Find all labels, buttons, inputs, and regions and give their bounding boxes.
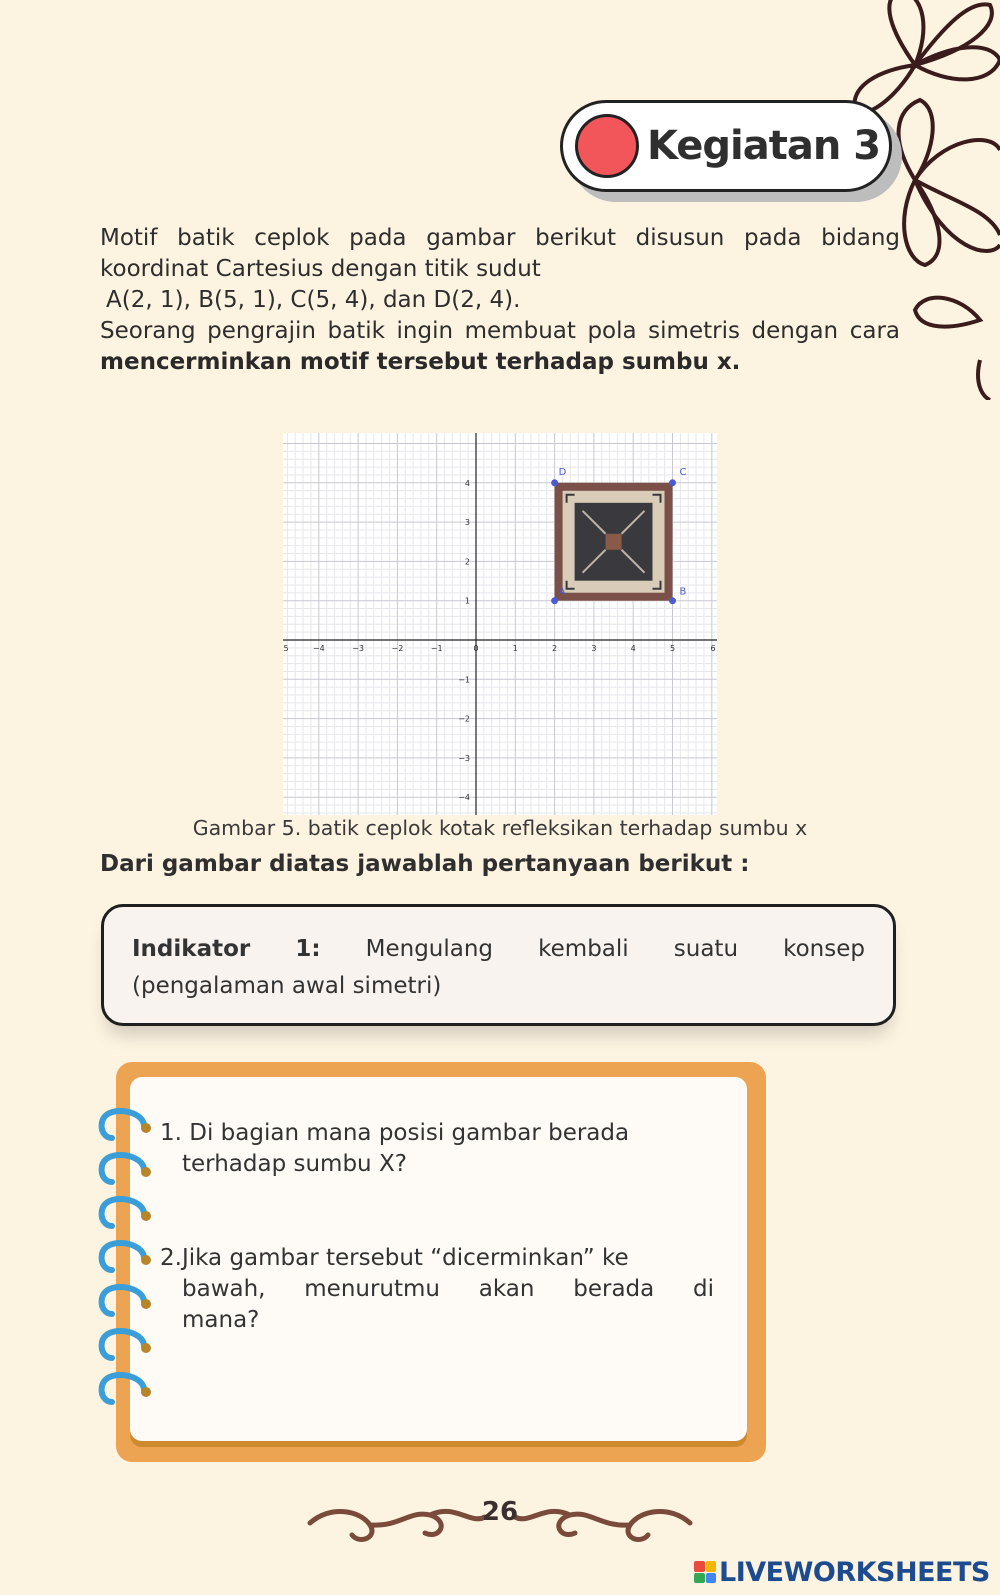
- figure-caption: Gambar 5. batik ceplok kotak refleksikan terhadap sumbu x: [192, 816, 808, 840]
- x-tick-label: 5: [669, 644, 676, 653]
- indicator-label: Indikator: [132, 936, 251, 962]
- liveworksheets-brand: LIVEWORKSHEETS: [719, 1556, 990, 1588]
- question-2-line-1: 2.Jika gambar tersebut “dicerminkan” ke: [160, 1245, 629, 1271]
- vertex-label: D: [558, 466, 567, 478]
- ring-hole: [141, 1211, 151, 1221]
- x-tick-label: 4: [630, 644, 636, 653]
- question-1: [160, 1118, 714, 1180]
- cartesian-graph: [283, 433, 717, 815]
- vertex-label: C: [679, 466, 687, 478]
- ring-hole: [141, 1299, 151, 1309]
- x-tick-label: 5: [283, 644, 289, 653]
- indicator-label-group: [132, 931, 250, 968]
- indicator-word-1: Mengulang: [365, 936, 494, 962]
- red-dot-icon: [575, 114, 639, 178]
- batik-center-square: [606, 534, 622, 550]
- vertex-point: [669, 479, 676, 486]
- x-tick-label: −4: [312, 644, 325, 653]
- intro-line-2: A(2, 1), B(5, 1), C(5, 4), dan D(2, 4).: [106, 287, 521, 313]
- x-tick-label: 1: [512, 644, 518, 653]
- question-2: [160, 1243, 714, 1336]
- vertex-point: [551, 597, 558, 604]
- indicator-line-2: (pengalaman awal simetri): [132, 973, 442, 999]
- vertex-point: [669, 597, 676, 604]
- x-tick-label: 6: [710, 644, 716, 653]
- ring-hole: [141, 1343, 151, 1353]
- indicator-word-4: konsep: [783, 936, 865, 962]
- spiral-ring: [102, 1243, 144, 1270]
- indicator-word-3: suatu: [673, 936, 739, 962]
- y-tick-label: −1: [458, 675, 470, 685]
- liveworksheets-icon: [694, 1561, 716, 1583]
- spiral-ring: [102, 1375, 144, 1402]
- indicator-word-2: kembali: [538, 936, 629, 962]
- spiral-ring: [102, 1199, 144, 1226]
- intro-paragraph: [100, 223, 900, 378]
- indicator-line-1: [132, 931, 865, 968]
- vertex-label: A: [558, 586, 566, 598]
- indicator-box: [101, 904, 896, 1026]
- x-tick-label: −2: [391, 644, 404, 653]
- x-tick-label: 2: [552, 644, 558, 653]
- y-tick-label: −2: [458, 714, 470, 724]
- question-2-line-2: [160, 1274, 714, 1305]
- y-tick-label: −4: [458, 793, 470, 803]
- question-2-line-2-text: bawah, menurutmu akan berada di: [182, 1276, 714, 1302]
- y-tick-label: 4: [464, 478, 470, 488]
- spiral-ring: [102, 1331, 144, 1358]
- activity-title: Kegiatan 3: [647, 123, 881, 169]
- spiral-ring: [102, 1287, 144, 1314]
- intro-line-3-bold: mencerminkan motif tersebut terhadap sumbu x.: [100, 349, 741, 375]
- spiral-ring: [102, 1155, 144, 1182]
- spiral-ring: [102, 1111, 144, 1138]
- spiral-rings-icon: [96, 1100, 166, 1420]
- question-1-line-2: terhadap sumbu X?: [182, 1151, 407, 1177]
- questions-subheading: Dari gambar diatas jawablah pertanyaan berikut :: [100, 851, 750, 877]
- intro-line-3: [100, 316, 900, 378]
- y-tick-label: 2: [464, 557, 470, 567]
- question-1-line-1: 1. Di bagian mana posisi gambar berada: [160, 1120, 630, 1146]
- liveworksheets-logo[interactable]: [694, 1555, 990, 1589]
- page-number: 26: [481, 1497, 519, 1527]
- y-tick-label: 1: [464, 596, 470, 606]
- question-2-line-3: mana?: [182, 1307, 260, 1333]
- vertex-point: [551, 479, 558, 486]
- x-tick-label: −1: [430, 644, 443, 653]
- x-tick-label: 3: [591, 644, 597, 653]
- ring-hole: [141, 1387, 151, 1397]
- intro-line-1: Motif batik ceplok pada gambar berikut disusun pada bidang koordinat Cartesius dengan titik sudut: [100, 225, 900, 282]
- vertex-label: B: [679, 586, 687, 598]
- ring-hole: [141, 1123, 151, 1133]
- x-tick-label: 0: [473, 644, 479, 653]
- intro-line-3-text: Seorang pengrajin batik ingin membuat pola simetris dengan cara: [100, 318, 900, 344]
- ring-hole: [141, 1167, 151, 1177]
- activity-header: [560, 100, 892, 192]
- indicator-number: 1:: [295, 936, 321, 962]
- x-tick-label: −3: [352, 644, 364, 653]
- y-tick-label: −3: [458, 753, 470, 763]
- y-tick-label: 3: [464, 518, 470, 528]
- ring-hole: [141, 1255, 151, 1265]
